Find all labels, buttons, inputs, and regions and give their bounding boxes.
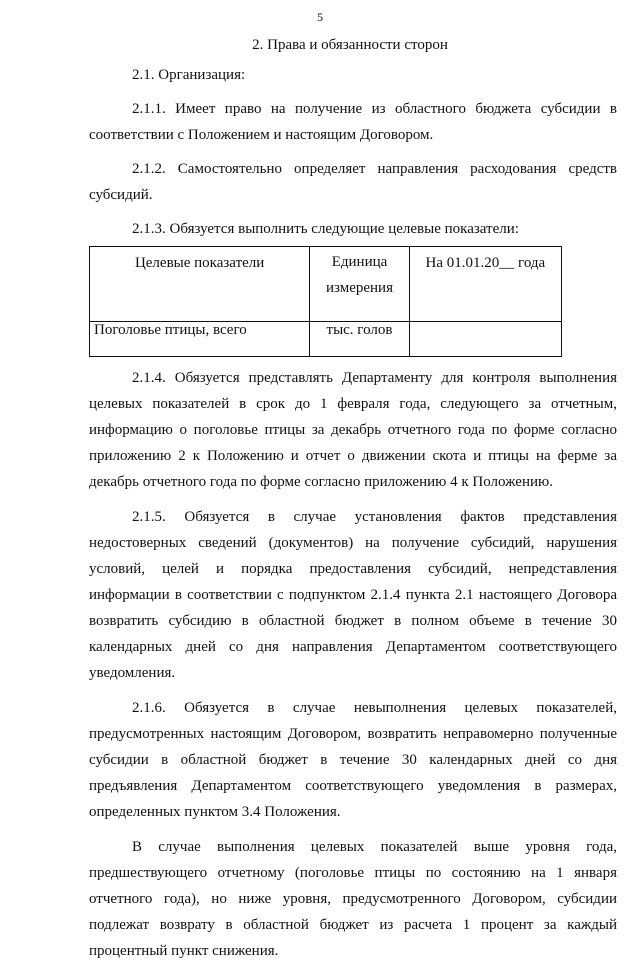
clause-2-1-1: 2.1.1. Имеет право на получение из областного бюджета субсидии в соответствии с Положением и настоящим Договором.	[89, 101, 617, 143]
table-cell-unit: тыс. голов	[310, 322, 409, 357]
clause-2-1-6: 2.1.6. Обязуется в случае невыполнения целевых показателей, предусмотренных настоящим Договором, возвратить неправомерно полученные субсидии в областной бюджет в течение 30 календарных дней со дня предъявления Департаментом соответствующего уведомления в размерах, определенных пунктом 3.4 Положения.	[89, 700, 617, 820]
clause-2-1-5: 2.1.5. Обязуется в случае установления фактов представления недостоверных сведений (документов) на получение субсидий, нарушения условий, целей и порядка предоставления субсидий, непредставления информации в соответствии с подпунктом 2.1.4 пункта 2.1 настоящего Договора возвратить субсидию в областной бюджет в полном объеме в течение 30 календарных дней со дня направления Департаментом соответствующего уведомления.	[89, 509, 617, 681]
targets-table	[89, 246, 562, 357]
table-cell-value	[409, 322, 561, 357]
table-header-cell: Целевые показатели	[90, 247, 310, 322]
page-number: 5	[317, 10, 323, 24]
document-body	[89, 62, 617, 964]
clause-2-1-2: 2.1.2. Самостоятельно определяет направления расходования средств субсидий.	[89, 161, 617, 203]
table-row	[90, 322, 562, 357]
table-header-cell: На 01.01.20__ года	[409, 247, 561, 322]
clause-2-1-3: 2.1.3. Обязуется выполнить следующие целевые показатели:	[132, 221, 519, 237]
clause-last: В случае выполнения целевых показателей выше уровня года, предшествующего отчетному (поголовье птицы по состоянию на 1 января отчетного года), но ниже уровня, предусмотренного Договором, субсидии подлежат возврату в областной бюджет из расчета 1 процент за каждый процентный пункт снижения.	[89, 839, 617, 959]
table-cell-indicator: Поголовье птицы, всего	[90, 322, 310, 357]
table-header-cell: Единица измерения	[310, 247, 409, 322]
table-header-row	[90, 247, 562, 322]
clause-2-1: 2.1. Организация:	[132, 67, 246, 83]
clause-2-1-4: 2.1.4. Обязуется представлять Департаменту для контроля выполнения целевых показателей в срок до 1 февраля года, следующего за отчетным, информацию о поголовье птицы за декабрь отчетного года по форме согласно приложению 2 к Положению и отчет о движении скота и птицы на ферме за декабрь отчетного года по форме согласно приложению 4 к Положению.	[89, 370, 617, 490]
section-title: 2. Права и обязанности сторон	[252, 37, 448, 53]
